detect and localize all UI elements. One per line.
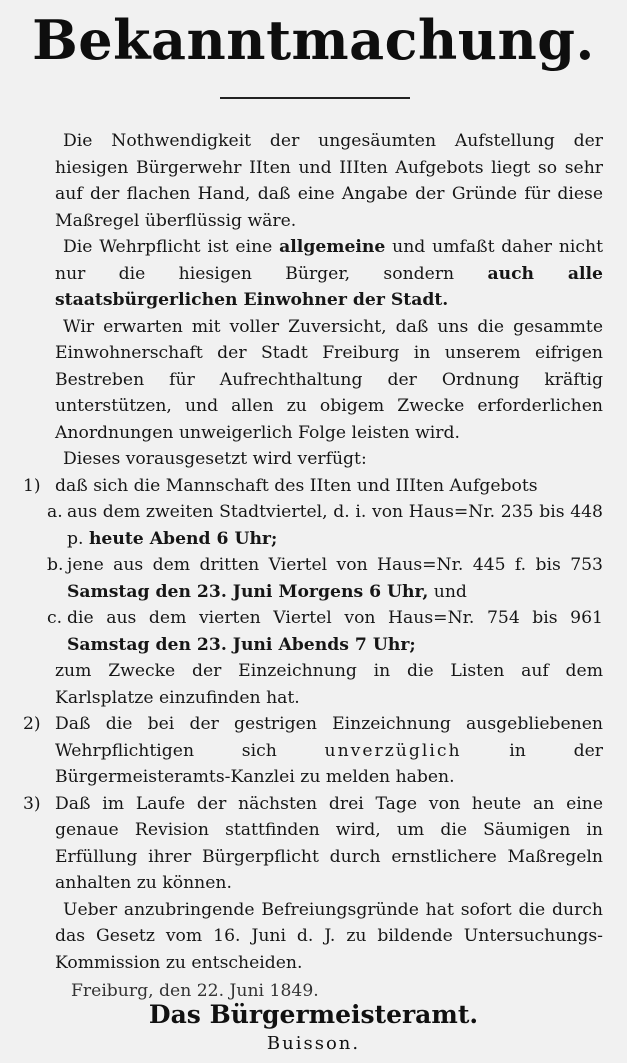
item-1-sub-c-text: die aus dem vierten Viertel von Haus=Nr. 754 bis 961 — [67, 608, 603, 628]
paragraph-2-emphasis-b: auch alle staatsbürgerlichen Einwohner der Stadt. — [55, 263, 603, 310]
item-1-sub-b-time: Samstag den 23. Juni Morgens 6 Uhr, — [67, 581, 429, 602]
item-1-sub-a — [47, 499, 603, 552]
item-1-sub-c-label: c. — [47, 608, 63, 628]
paragraph-2-text-a: Die Wehrpflicht ist eine — [63, 237, 280, 257]
item-1-sub-c — [47, 605, 603, 658]
item-2-content — [55, 711, 603, 791]
signature-name: Buisson. — [266, 1033, 361, 1054]
item-1-sub-b-content — [67, 552, 603, 605]
item-1-content — [47, 473, 603, 712]
item-2-emphasis: unverzüglich — [324, 740, 462, 761]
item-1: 1) daß sich die Mannschaft des IIten und IIIten Aufgebots a. aus dem zweiten Stadtviertel, d. i. von Haus=Nr. 235 bis 448 p. heute Abend 6 Uhr; b. jene aus dem dritten Viertel von Haus=Nr. 445 f. bis 753 Samstag den 23. Juni Morgens 6 Uhr, und c. die aus dem vierten Viertel von Haus=Nr. 754 bis 961 Samstag den 23. Juni Abends 7 Uhr; zum Zwecke der Einzeichnung in die Listen auf dem Karlsplatze einzufinden hat. — [55, 473, 603, 712]
item-1-sub-a-time: heute Abend 6 Uhr; — [88, 528, 278, 549]
notice-body — [23, 128, 604, 1005]
item-1-sub-c-content — [67, 605, 603, 658]
paragraph-2-emphasis-a: allgemeine — [279, 237, 386, 257]
item-2: 2) Daß die bei der gestrigen Einzeichnung ausgebliebenen Wehrpflichtigen sich unverzüglich in der Bürgermeisteramts-Kanzlei zu melden haben. — [55, 711, 603, 791]
paragraph-1: Die Nothwendigkeit der ungesäumten Aufstellung der hiesigen Bürgerwehr IIten und IIIten Aufgebots liegt so sehr auf der flachen Hand, daß eine Angabe der Gründe für diese Maßregel überflüssig wäre. — [55, 131, 603, 231]
item-1-sub-a-label: a. — [47, 502, 63, 522]
item-2-text-b: in der Bürgermeisteramts-Kanzlei zu melden haben. — [55, 740, 604, 787]
item-1-sub-b-label: b. — [47, 555, 64, 575]
item-1-sub-b-tail: und — [428, 581, 467, 602]
item-1-closing: zum Zwecke der Einzeichnung in die Listen auf dem Karlsplatze einzufinden hat. — [55, 661, 603, 708]
paragraph-2 — [55, 234, 603, 314]
item-1-sub-b-text: jene aus dem dritten Viertel von Haus=Nr. 445 f. bis 753 — [67, 555, 603, 575]
date-line: Freiburg, den 22. Juni 1849. — [71, 981, 319, 1001]
signature-office: Das Bürgermeisteramt. — [148, 1000, 479, 1029]
item-3: 3) Daß im Laufe der nächsten drei Tage von heute an eine genaue Revision stattfinden wird, um die Säumigen in Erfüllung ihrer Bürgerpflicht durch ernstlichere Maßregeln anhalten zu können. — [55, 791, 603, 897]
item-2-text-a: Daß die bei der gestrigen Einzeichnung ausgebliebenen Wehrpflichtigen sich — [55, 714, 603, 761]
notice-title: Bekanntmachung. — [32, 8, 595, 72]
item-1-sub-a-content — [67, 499, 603, 552]
item-3-text: Daß im Laufe der nächsten drei Tage von heute an eine genaue Revision stattfinden wird, um die Säumigen in Erfüllung ihrer Bürgerpflicht durch ernstlichere Maßregeln anhalten zu können. — [55, 793, 603, 893]
item-1-sub-a-text: aus dem zweiten Stadtviertel, d. i. von Haus=Nr. 235 bis 448 p. — [67, 502, 603, 549]
title-divider — [220, 97, 410, 99]
paragraph-3: Wir erwarten mit voller Zuversicht, daß uns die gesammte Einwohnerschaft der Stadt Freiburg in unserem eifrigen Bestreben für Aufrechthaltung der Ordnung kräftig unterstützen, und allen zu obigem Zwecke erforderlichen Anordnungen unweigerlich Folge leisten wird. — [55, 316, 603, 443]
paragraph-4: Dieses vorausgesetzt wird verfügt: — [63, 449, 367, 469]
item-1-sub-c-time: Samstag den 23. Juni Abends 7 Uhr; — [67, 634, 416, 655]
item-1-sub-b — [47, 552, 603, 605]
paragraph-2-text-b: und umfaßt daher nicht nur die hiesigen Bürger, sondern — [55, 237, 603, 284]
item-1-text: daß sich die Mannschaft des IIten und IIIten Aufgebots — [55, 475, 538, 496]
paragraph-5: Ueber anzubringende Befreiungsgründe hat sofort die durch das Gesetz vom 16. Juni d. J. zu bildende Untersuchungs-Kommission zu entscheiden. — [55, 899, 603, 973]
